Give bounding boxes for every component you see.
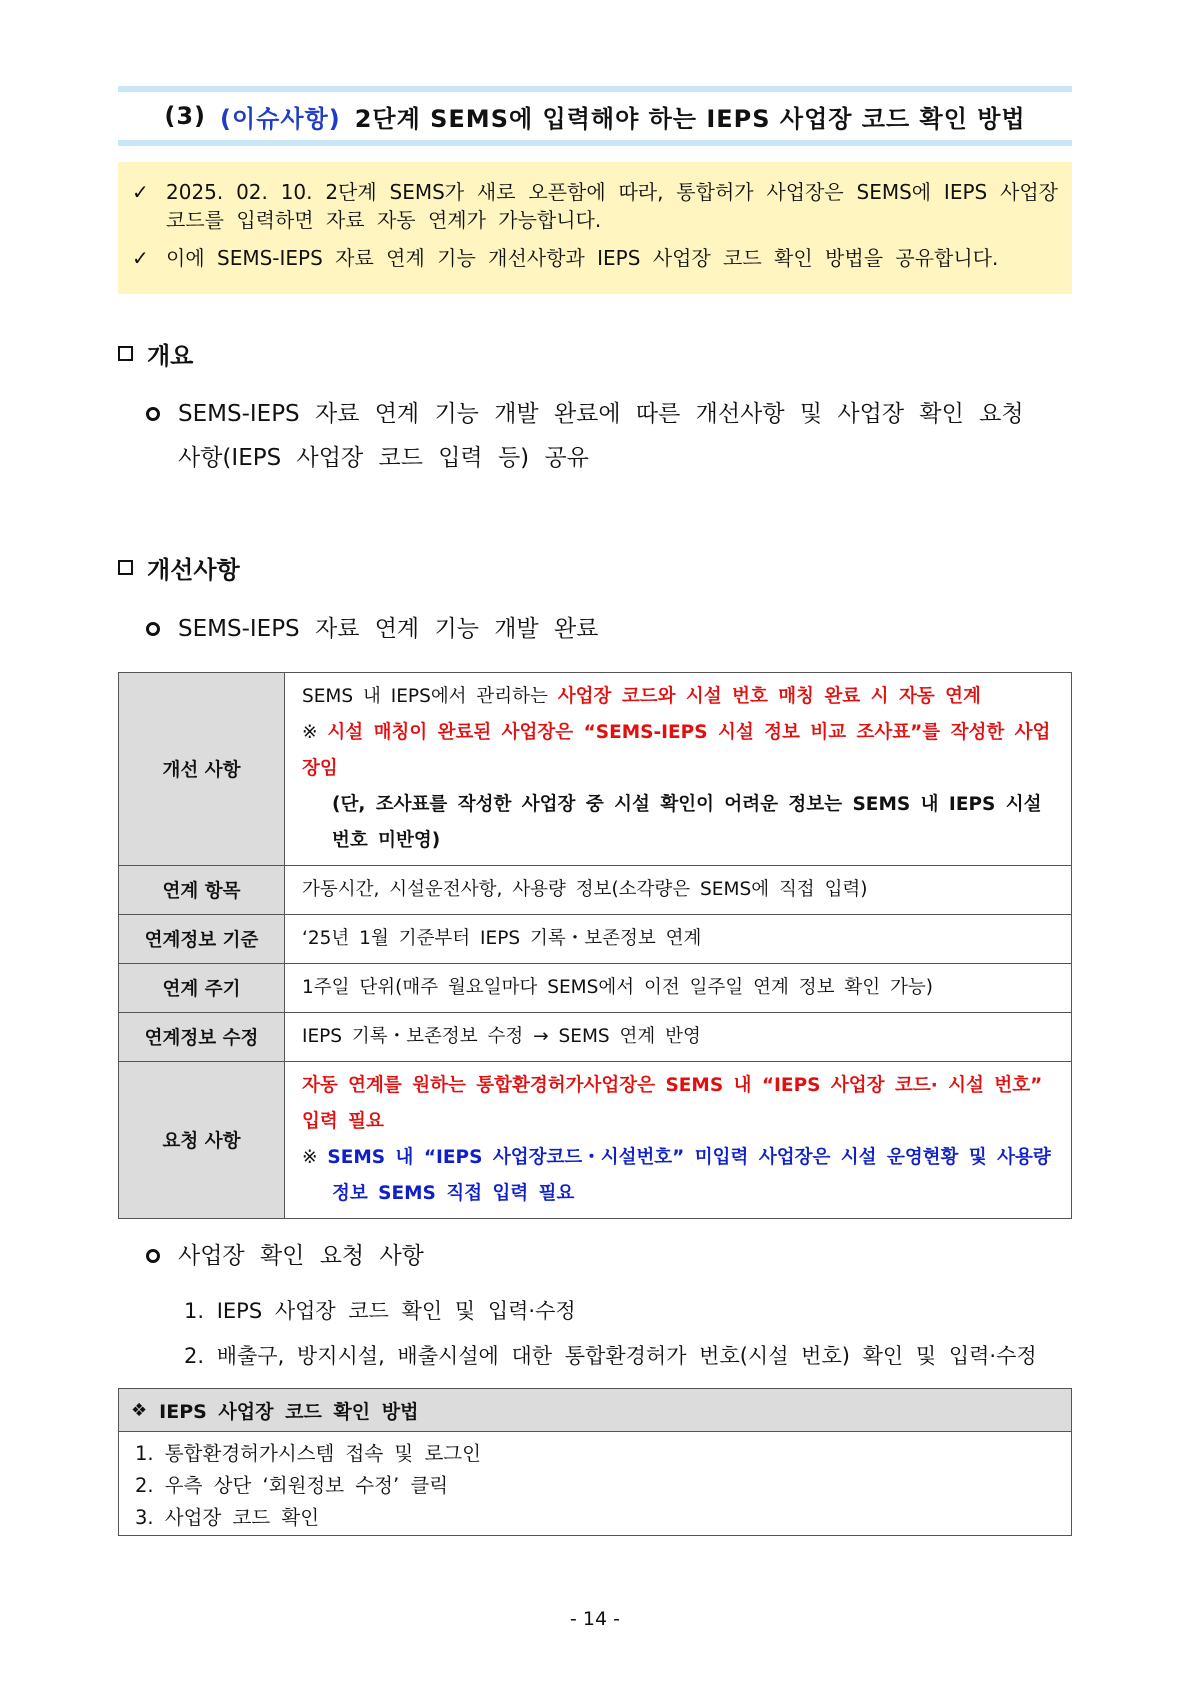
check-icon: ✓: [132, 180, 149, 204]
request-bullet: [146, 1234, 424, 1278]
heading-text: 개요: [147, 342, 194, 370]
heading-improvements: [118, 550, 240, 585]
table-row: [119, 673, 1072, 866]
improve-bullet-text: SEMS-IEPS 자료 연계 기능 개발 완료: [178, 616, 599, 642]
overview-line: 사항(IEPS 사업장 코드 입력 등) 공유: [178, 445, 589, 471]
row-header: 연계정보 기준: [119, 915, 285, 964]
page-number: - 14 -: [570, 1608, 620, 1630]
row-content: [285, 1062, 1072, 1219]
notice-box: [118, 162, 1072, 294]
highlight-text: 사업장 코드와 시설 번호 매칭 완료 시 자동 연계: [557, 686, 981, 707]
highlight-text: 정보 SEMS 직접 입력 필요: [332, 1183, 575, 1204]
highlight-text: 입력 필요: [302, 1111, 384, 1132]
row-content: ‘25년 1월 기준부터 IEPS 기록・보존정보 연계: [285, 915, 1072, 964]
row-header: 연계 항목: [119, 866, 285, 915]
square-bullet-icon: [118, 346, 133, 361]
circle-bullet-icon: [146, 622, 160, 636]
row-header: 연계정보 수정: [119, 1013, 285, 1062]
method-steps: [119, 1432, 1071, 1534]
notice-text: 이에 SEMS-IEPS 자료 연계 기능 개선사항과 IEPS 사업장 코드 확인 방법을 공유합니다.: [166, 246, 999, 270]
table-row: [119, 964, 1072, 1013]
notice-item: [132, 178, 1058, 234]
highlight-text: SEMS 내 “IEPS 사업장코드・시설번호” 미입력 사업장은 시설 운영현황 및 사용량: [327, 1147, 1051, 1168]
linkage-table: [118, 672, 1072, 1219]
note-mark: ※: [302, 1147, 328, 1168]
cell-text: SEMS 내 IEPS에서 관리하는: [302, 686, 558, 707]
table-row: [119, 866, 1072, 915]
cell-text: 번호 미반영): [332, 830, 441, 851]
table-row: [119, 915, 1072, 964]
method-header: [119, 1389, 1071, 1432]
method-step: 1. 통합환경허가시스템 접속 및 로그인: [135, 1442, 481, 1465]
row-content: IEPS 기록・보존정보 수정 → SEMS 연계 반영: [285, 1013, 1072, 1062]
request-bullet-text: 사업장 확인 요청 사항: [178, 1243, 424, 1269]
heading-overview: [118, 336, 193, 371]
overview-line: SEMS-IEPS 자료 연계 기능 개발 완료에 따른 개선사항 및 사업장 확인 요청: [178, 401, 1024, 427]
row-content: 가동시간, 시설운전사항, 사용량 정보(소각량은 SEMS에 직접 입력): [285, 866, 1072, 915]
table-row: [119, 1062, 1072, 1219]
row-content: [285, 673, 1072, 866]
row-content: 1주일 단위(매주 월요일마다 SEMS에서 이전 일주일 연계 정보 확인 가능): [285, 964, 1072, 1013]
method-step: 2. 우측 상단 ‘회원정보 수정’ 클릭: [135, 1474, 449, 1497]
notice-item: [132, 244, 1058, 272]
improve-bullet: [146, 607, 598, 651]
method-title: IEPS 사업장 코드 확인 방법: [159, 1400, 419, 1423]
method-step: 3. 사업장 코드 확인: [135, 1506, 320, 1529]
circle-bullet-icon: [146, 407, 160, 421]
title-text: 2단계 SEMS에 입력해야 하는 IEPS 사업장 코드 확인 방법: [354, 104, 1026, 133]
method-box: [118, 1388, 1072, 1536]
request-item: 1. IEPS 사업장 코드 확인 및 입력·수정: [184, 1299, 576, 1323]
section-title: [118, 86, 1072, 146]
highlight-text: 시설 매칭이 완료된 사업장은 “SEMS-IEPS 시설 정보 비교 조사표”를 작성한 사업장임: [302, 722, 1051, 779]
note-mark: ※: [302, 722, 328, 743]
row-header: 연계 주기: [119, 964, 285, 1013]
heading-text: 개선사항: [147, 556, 240, 584]
row-header: 요청 사항: [119, 1062, 285, 1219]
square-bullet-icon: [118, 560, 133, 575]
title-issue-tag: (이슈사항): [220, 104, 341, 133]
row-header: 개선 사항: [119, 673, 285, 866]
title-number: (3): [164, 102, 207, 130]
cell-text: (단, 조사표를 작성한 사업장 중 시설 확인이 어려운 정보는 SEMS 내 IEPS 시설: [332, 794, 1042, 815]
diamond-bullet-icon: ❖: [131, 1399, 148, 1421]
request-item: 2. 배출구, 방지시설, 배출시설에 대한 통합환경허가 번호(시설 번호) 확인 및 입력·수정: [184, 1344, 1037, 1368]
circle-bullet-icon: [146, 1249, 160, 1263]
check-icon: ✓: [132, 246, 149, 270]
overview-bullet: [146, 392, 1072, 480]
table-row: [119, 1013, 1072, 1062]
highlight-text: 자동 연계를 원하는 통합환경허가사업장은 SEMS 내 “IEPS 사업장 코드· 시설 번호”: [302, 1075, 1043, 1096]
notice-text: 2025. 02. 10. 2단계 SEMS가 새로 오픈함에 따라, 통합허가 사업장은 SEMS에 IEPS 사업장 코드를 입력하면 자료 자동 연계가 가능합니다.: [166, 180, 1058, 232]
